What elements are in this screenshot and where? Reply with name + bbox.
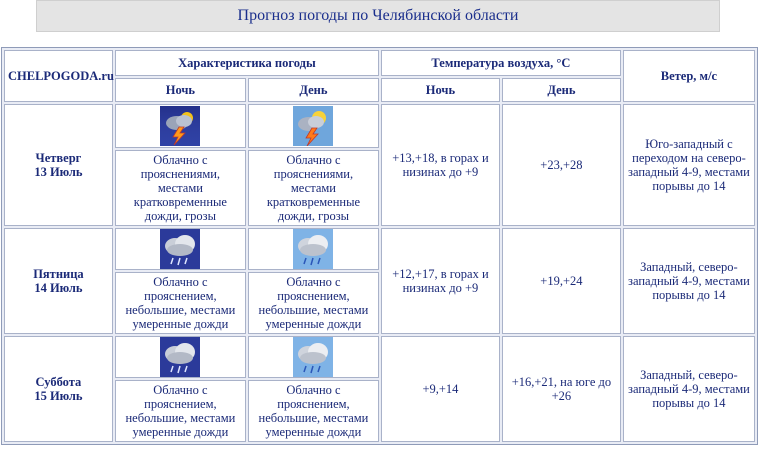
night-description: Облачно с прояснением, небольшие, местами умеренные дожди [115, 380, 246, 442]
day-description: Облачно с прояснениями, местами кратковременные дожди, грозы [248, 150, 379, 226]
temp-day: +16,+21, на юге до +26 [502, 336, 621, 442]
weather-header: Характеристика погоды [115, 50, 379, 76]
weekday: Суббота [35, 375, 82, 389]
day-description: Облачно с прояснением, небольшие, местами умеренные дожди [248, 380, 379, 442]
thunderstorm-night-icon [160, 106, 200, 146]
temp-night-header: Ночь [381, 78, 500, 102]
temperature-header: Температура воздуха, °С [381, 50, 621, 76]
page-title: Прогноз погоды по Челябинской области [237, 7, 519, 24]
site-logo-text: CHELPOGODA.ru [4, 50, 113, 102]
temp-night: +13,+18, в горах и низинах до +9 [381, 104, 500, 226]
temp-day: +23,+28 [502, 104, 621, 226]
temp-night: +12,+17, в горах и низинах до +9 [381, 228, 500, 334]
day-icon-cell [248, 228, 379, 270]
forecast-table [1, 47, 758, 445]
wind: Западный, северо-западный 4-9, местами порывы до 14 [623, 336, 755, 442]
day-icon-cell [248, 104, 379, 148]
day-cell [4, 228, 113, 334]
weekday: Четверг [35, 151, 82, 165]
night-description: Облачно с прояснениями, местами кратковременные дожди, грозы [115, 150, 246, 226]
temp-day-header: День [502, 78, 621, 102]
night-icon-cell [115, 336, 246, 378]
temp-day: +19,+24 [502, 228, 621, 334]
rain-cloud-night-icon [160, 337, 200, 377]
wind: Западный, северо-западный 4-9, местами порывы до 14 [623, 228, 755, 334]
night-icon-cell [115, 104, 246, 148]
rain-cloud-day-icon [293, 337, 333, 377]
date: 15 Июль [34, 389, 83, 403]
day-cell [4, 336, 113, 442]
temp-night: +9,+14 [381, 336, 500, 442]
thunderstorm-day-icon [293, 106, 333, 146]
day-description: Облачно с прояснением, небольшие, местами умеренные дожди [248, 272, 379, 334]
wind-header: Ветер, м/с [623, 50, 755, 102]
weekday: Пятница [33, 267, 84, 281]
night-description: Облачно с прояснением, небольшие, местами умеренные дожди [115, 272, 246, 334]
rain-cloud-night-icon [160, 229, 200, 269]
wind: Юго-западный с переходом на северо-западный 4-9, местами порывы до 14 [623, 104, 755, 226]
date: 13 Июль [34, 165, 83, 179]
date: 14 Июль [34, 281, 83, 295]
weather-day-header: День [248, 78, 379, 102]
night-icon-cell [115, 228, 246, 270]
day-cell [4, 104, 113, 226]
page-title-banner [36, 0, 720, 32]
rain-cloud-day-icon [293, 229, 333, 269]
weather-night-header: Ночь [115, 78, 246, 102]
day-icon-cell [248, 336, 379, 378]
